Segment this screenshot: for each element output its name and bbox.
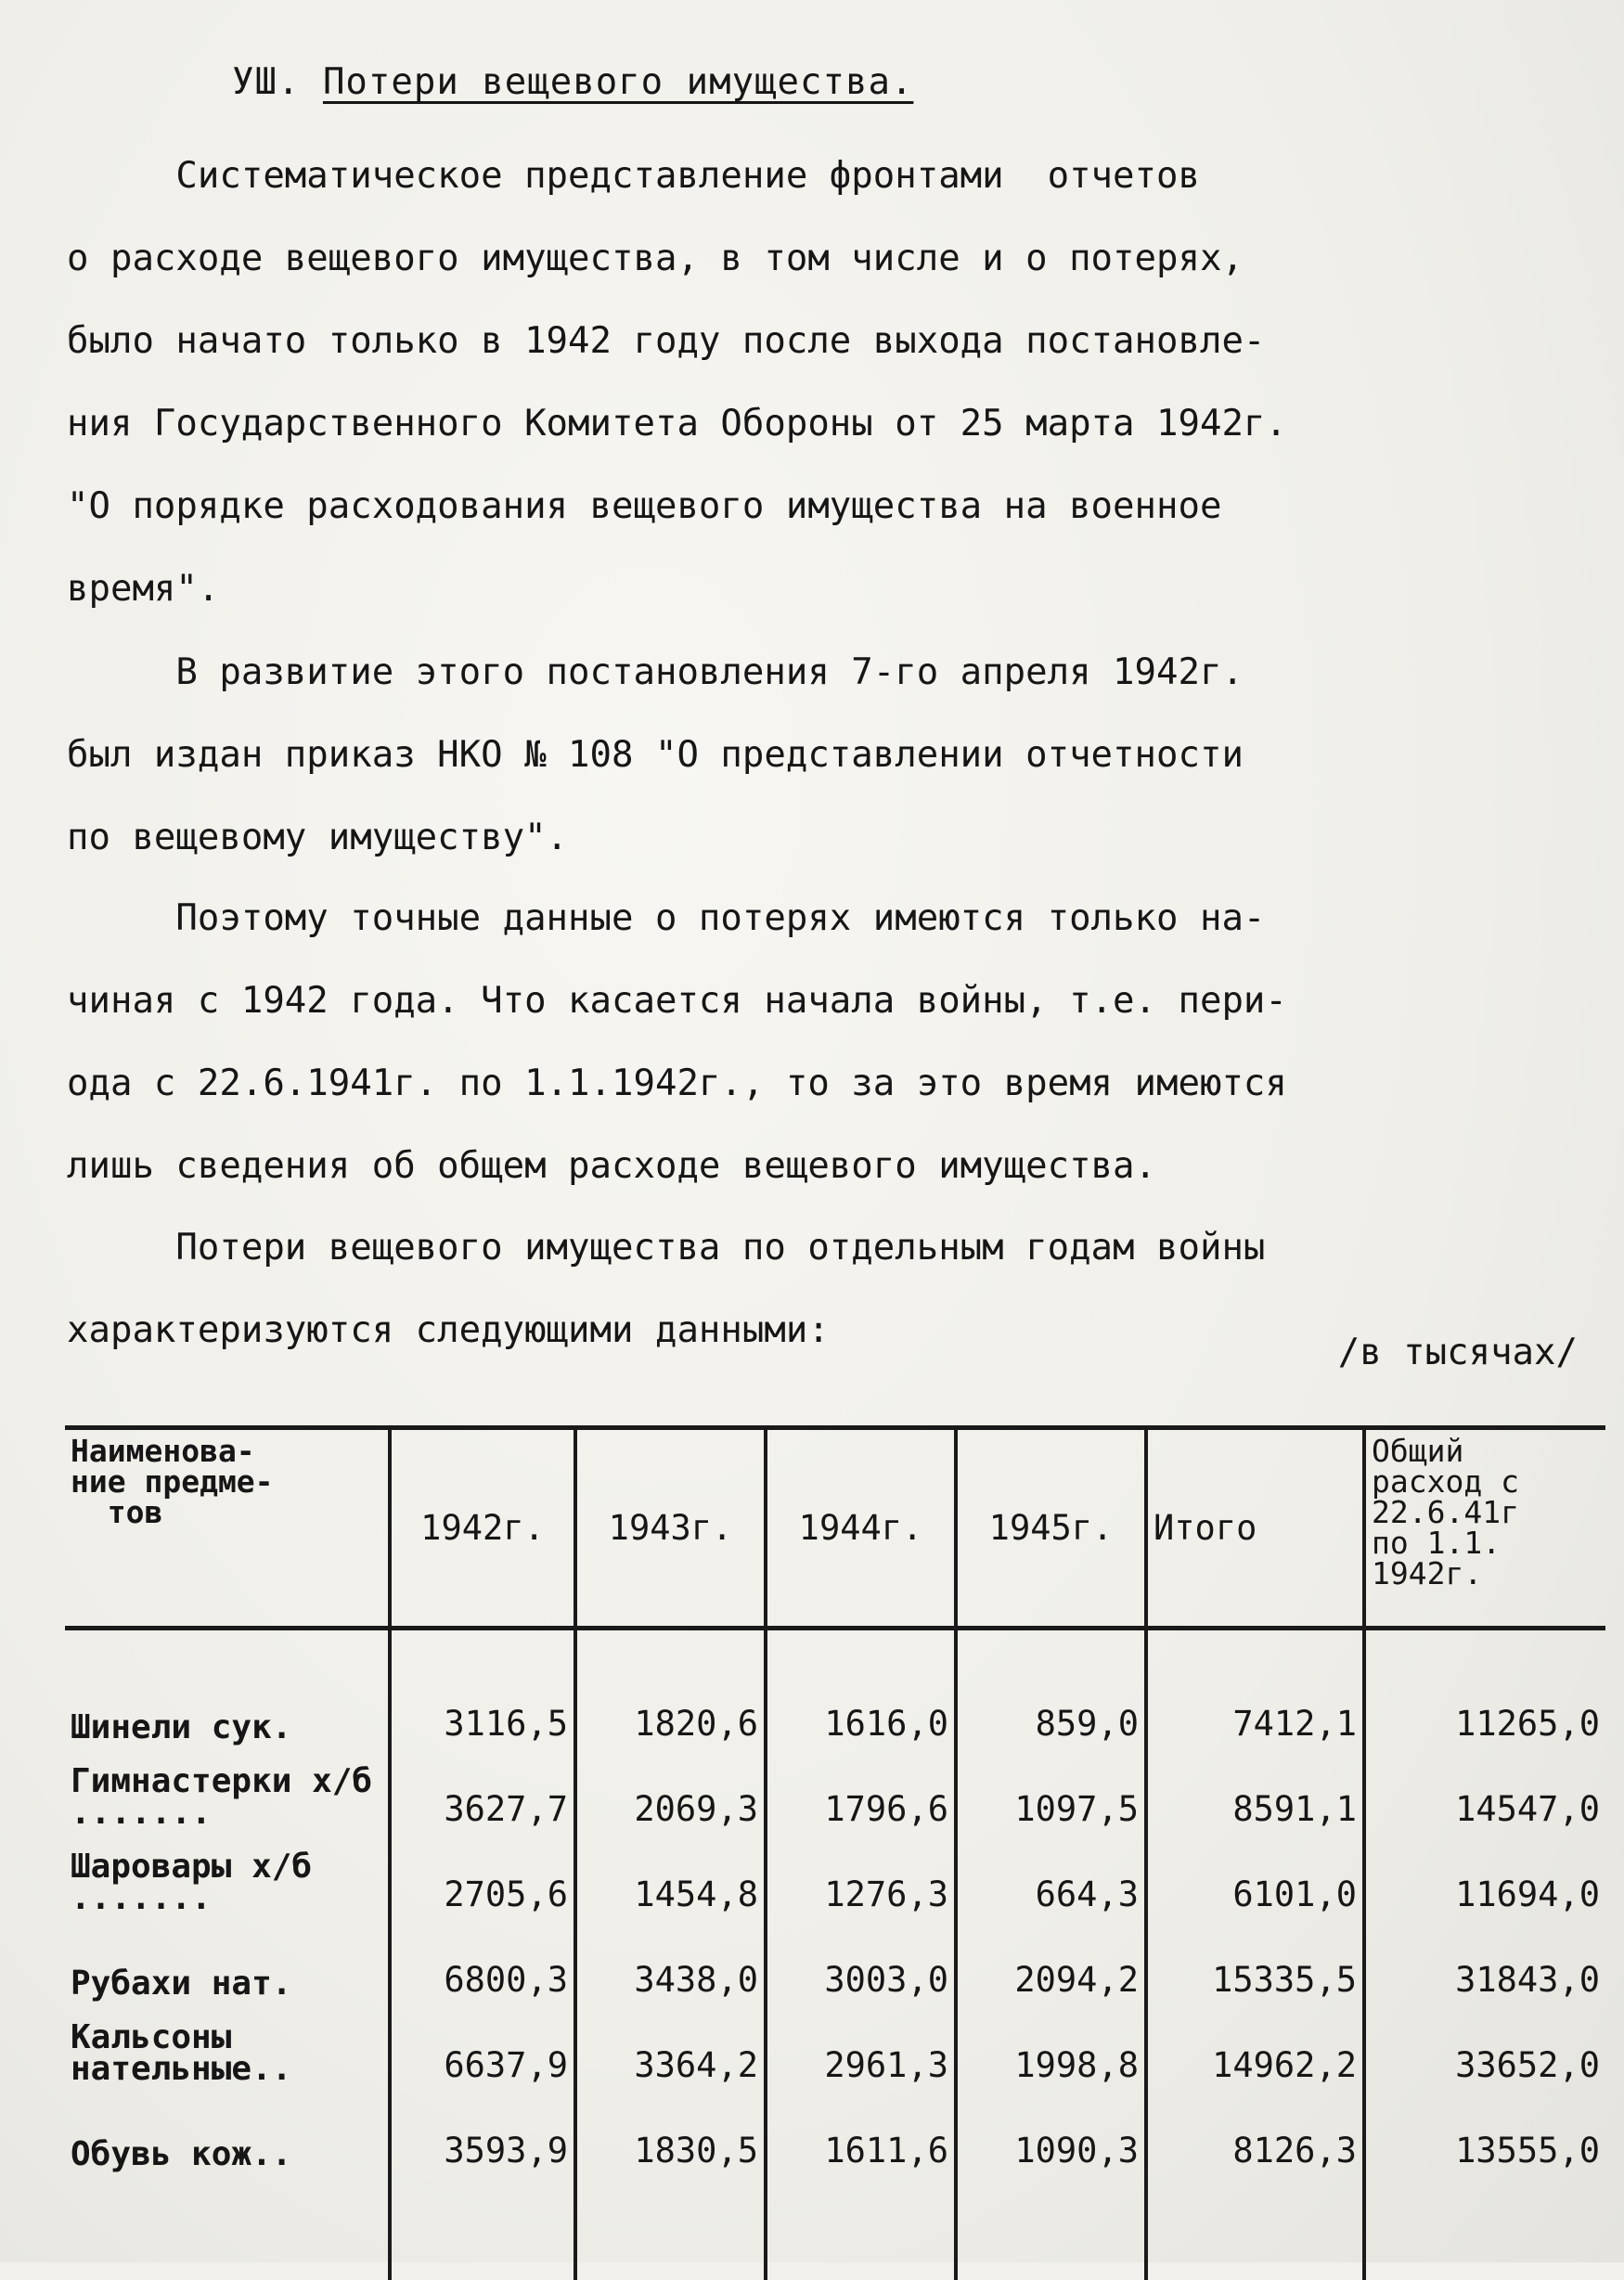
cell-1945: 664,3 [956, 1833, 1146, 1918]
table-row [65, 2003, 1605, 2089]
cell-overall: 33652,0 [1364, 2003, 1605, 2089]
section-title: Потери вещевого имущества. [323, 61, 913, 103]
cell-overall: 13555,0 [1364, 2089, 1605, 2174]
paragraph-line: был издан приказ НКО № 108 "О представлении отчетности [67, 714, 1598, 796]
cell-1944: 1796,6 [766, 1747, 956, 1833]
cell-1944: 3003,0 [766, 1918, 956, 2003]
section-heading [232, 61, 913, 103]
table-row [65, 1747, 1605, 1833]
paragraph-line: Систематическое представление фронтами отчетов [67, 135, 1598, 217]
cell-1942: 3593,9 [390, 2089, 575, 2174]
row-item-name: Обувь кож.. [65, 2089, 390, 2174]
cell-1945: 1097,5 [956, 1747, 1146, 1833]
unit-note: /в тысячах/ [1338, 1332, 1578, 1373]
empty-cell [956, 2174, 1146, 2280]
cell-1944: 1611,6 [766, 2089, 956, 2174]
cell-1942: 3116,5 [390, 1629, 575, 1748]
cell-1944: 1276,3 [766, 1833, 956, 1918]
cell-total: 15335,5 [1146, 1918, 1364, 2003]
losses-table [65, 1425, 1605, 2280]
table-body [65, 1629, 1605, 2280]
cell-1944: 1616,0 [766, 1629, 956, 1748]
cell-1942: 3627,7 [390, 1747, 575, 1833]
cell-1945: 859,0 [956, 1629, 1146, 1748]
header-overall-expense: Общий расход с 22.6.41г по 1.1. 1942г. [1364, 1428, 1605, 1629]
empty-cell [390, 2174, 575, 2280]
paragraph-1 [67, 135, 1598, 630]
row-item-name: Кальсоны нательные.. [65, 2003, 390, 2089]
cell-1944: 2961,3 [766, 2003, 956, 2089]
cell-overall: 14547,0 [1364, 1747, 1605, 1833]
row-item-name: Рубахи нат. [65, 1918, 390, 2003]
header-1943: 1943г. [575, 1428, 766, 1629]
cell-1942: 6800,3 [390, 1918, 575, 2003]
paragraph-line: по вещевому имуществу". [67, 796, 1598, 879]
cell-1943: 3438,0 [575, 1918, 766, 2003]
cell-1945: 1090,3 [956, 2089, 1146, 2174]
table-row [65, 1629, 1605, 1748]
paragraph-line: лишь сведения об общем расходе вещевого имущества. [67, 1125, 1598, 1207]
paragraph-line: было начато только в 1942 году после выхода постановле- [67, 300, 1598, 382]
cell-1945: 1998,8 [956, 2003, 1146, 2089]
cell-1943: 2069,3 [575, 1747, 766, 1833]
cell-1943: 1820,6 [575, 1629, 766, 1748]
cell-total: 8126,3 [1146, 2089, 1364, 2174]
empty-cell [65, 2174, 390, 2280]
header-1942: 1942г. [390, 1428, 575, 1629]
section-numeral: УШ. [232, 61, 300, 103]
cell-total: 6101,0 [1146, 1833, 1364, 1918]
row-item-name: Гимнастерки х/б ....... [65, 1747, 390, 1833]
cell-1943: 1830,5 [575, 2089, 766, 2174]
header-total: Итого [1146, 1428, 1364, 1629]
empty-cell [1364, 2174, 1605, 2280]
table-row [65, 1918, 1605, 2003]
table-row [65, 2089, 1605, 2174]
cell-total: 14962,2 [1146, 2003, 1364, 2089]
cell-total: 7412,1 [1146, 1629, 1364, 1748]
paragraph-3 [67, 877, 1598, 1207]
paragraph-line: ода с 22.6.1941г. по 1.1.1942г., то за это время имеются [67, 1042, 1598, 1125]
paragraph-line: о расходе вещевого имущества, в том числе и о потерях, [67, 217, 1598, 300]
cell-1943: 1454,8 [575, 1833, 766, 1918]
header-1945: 1945г. [956, 1428, 1146, 1629]
table-row [65, 1833, 1605, 1918]
cell-1942: 6637,9 [390, 2003, 575, 2089]
empty-cell [575, 2174, 766, 2280]
paragraph-2 [67, 631, 1598, 879]
paragraph-line: чиная с 1942 года. Что касается начала войны, т.е. пери- [67, 960, 1598, 1042]
header-item-name: Наименова- ние предме- тов [65, 1428, 390, 1629]
paragraph-line: характеризуются следующими данными: [67, 1289, 1598, 1372]
cell-overall: 11265,0 [1364, 1629, 1605, 1748]
paragraph-line: время". [67, 547, 1598, 630]
table-filler-row [65, 2174, 1605, 2280]
row-item-name: Шаровары х/б ....... [65, 1833, 390, 1918]
cell-1943: 3364,2 [575, 2003, 766, 2089]
cell-1945: 2094,2 [956, 1918, 1146, 2003]
empty-cell [1146, 2174, 1364, 2280]
paragraph-line: ния Государственного Комитета Обороны от 25 марта 1942г. [67, 382, 1598, 465]
cell-total: 8591,1 [1146, 1747, 1364, 1833]
paragraph-line: "О порядке расходования вещевого имущества на военное [67, 465, 1598, 547]
paragraph-line: Поэтому точные данные о потерях имеются только на- [67, 877, 1598, 960]
paragraph-line: В развитие этого постановления 7-го апреля 1942г. [67, 631, 1598, 714]
empty-cell [766, 2174, 956, 2280]
table-header-row [65, 1428, 1605, 1629]
paragraph-line: Потери вещевого имущества по отдельным годам войны [67, 1206, 1598, 1289]
row-item-name: Шинели сук. [65, 1629, 390, 1748]
cell-overall: 11694,0 [1364, 1833, 1605, 1918]
header-1944: 1944г. [766, 1428, 956, 1629]
cell-overall: 31843,0 [1364, 1918, 1605, 2003]
cell-1942: 2705,6 [390, 1833, 575, 1918]
